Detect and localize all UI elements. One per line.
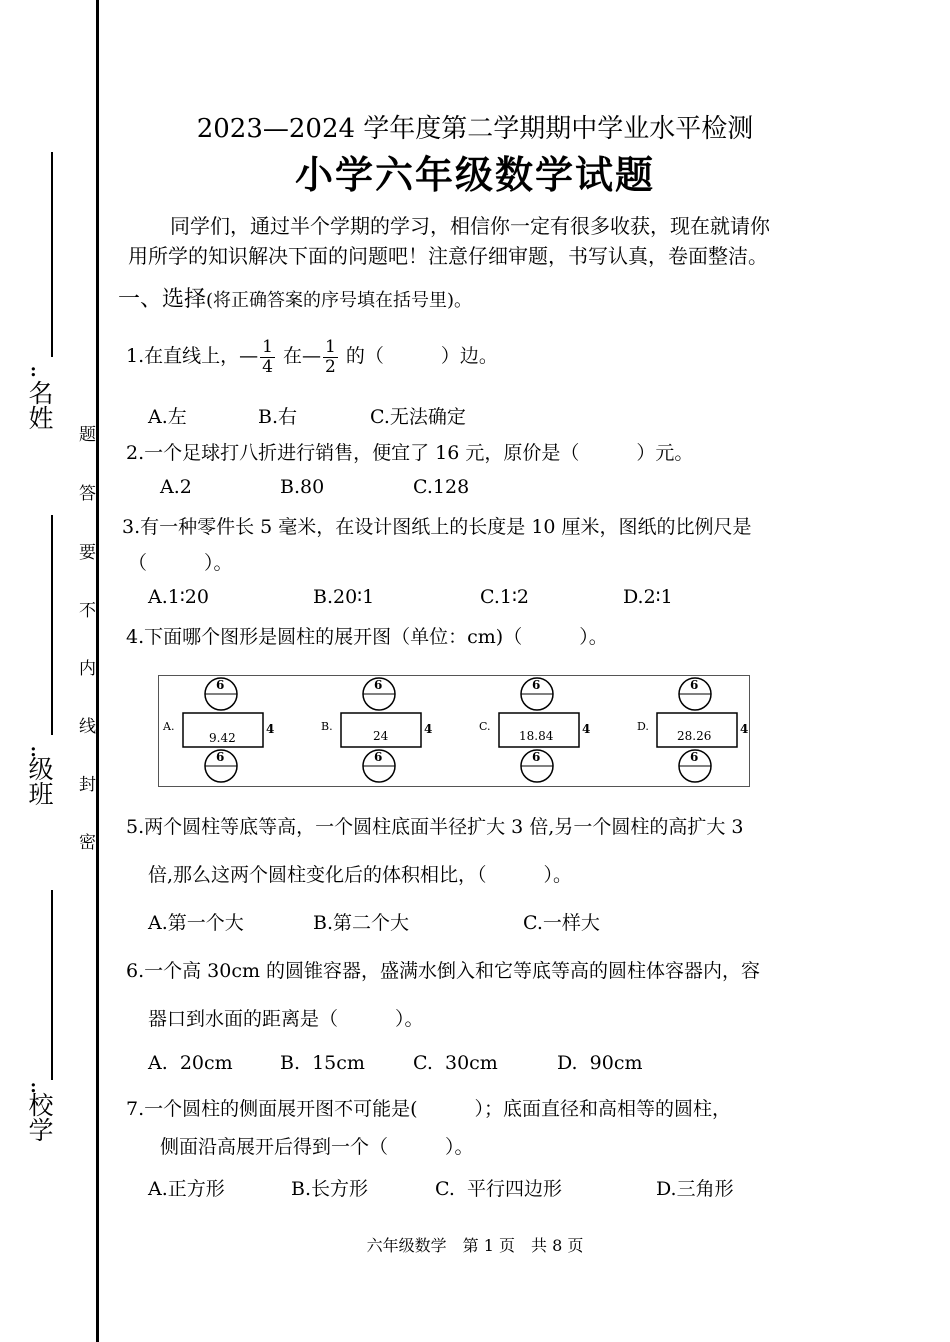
seal-char: 线 (79, 717, 96, 737)
q4-figure-a (161, 676, 301, 786)
q4-figure-b-drawing (319, 676, 459, 786)
q3-option-a: A.1∶20 (148, 586, 209, 608)
q4-figure-c-rect-label: 18.84 (519, 729, 554, 743)
q4-figure-d-bottom-circle-label: 6 (690, 750, 699, 764)
q3-option-c: C.1∶2 (480, 586, 530, 608)
q1-fraction-1 (260, 338, 275, 377)
binding-line-school (51, 890, 53, 1080)
q4-figure-a-letter: A. (163, 720, 175, 733)
q2-option-c: C.128 (413, 476, 470, 498)
q1-fraction-2-numerator: 1 (325, 336, 336, 357)
q5-option-b: B.第二个大 (313, 912, 410, 934)
q6-option-a: A. 20cm (148, 1052, 233, 1074)
q7-option-a: A.正方形 (148, 1178, 225, 1200)
question-6-line-1: 6.一个高 30cm 的圆锥容器，盛满水倒入和它等底等高的圆柱体容器内，容 (126, 960, 761, 982)
question-3-line-2: （ ）。 (128, 552, 233, 574)
q1-fraction-1-denominator: 4 (262, 356, 273, 377)
page-footer: 六年级数学 第 1 页 共 8 页 (366, 1236, 584, 1255)
q3-option-d: D.2∶1 (623, 586, 673, 608)
q4-figure-c-side-label: 4 (582, 722, 591, 736)
binding-line-main (96, 0, 99, 1342)
section-1-title: 一、选择 (118, 287, 207, 312)
q1-suffix: 的（ ）边。 (339, 345, 498, 367)
q7-option-b: B.长方形 (291, 1178, 369, 1200)
q4-figure-d-letter: D. (637, 720, 649, 733)
name-label: 名姓 (25, 380, 54, 430)
q4-figure-c-top-circle-label: 6 (532, 678, 541, 692)
q1-middle: 在— (276, 345, 322, 367)
q4-figure-a-side-label: 4 (266, 722, 275, 736)
q3-option-b: B.20∶1 (313, 586, 375, 608)
q4-figure-a-bottom-circle-label: 6 (216, 750, 225, 764)
q4-figure-d-top-circle-label: 6 (690, 678, 699, 692)
seal-char: 题 (79, 425, 96, 445)
q7-option-c: C. 平行四边形 (435, 1178, 562, 1200)
intro-line-2: 用所学的知识解决下面的问题吧！注意仔细审题，书写认真，卷面整洁。 (128, 244, 768, 268)
q1-minus-sign: — (239, 345, 259, 367)
name-colon: : (30, 360, 37, 381)
q4-figure-a-top-circle-label: 6 (216, 678, 225, 692)
q4-figure-d-side-label: 4 (740, 722, 749, 736)
q4-figure-b-bottom-circle-label: 6 (374, 750, 383, 764)
q2-option-b: B.80 (280, 476, 325, 498)
q1-option-a: A.左 (148, 406, 187, 428)
question-5-line-1: 5.两个圆柱等底等高，一个圆柱底面半径扩大 3 倍,另一个圆柱的高扩大 3 (126, 816, 744, 838)
q1-option-b: B.右 (258, 406, 298, 428)
seal-char: 密 (79, 833, 96, 853)
q4-figure-c-bottom-circle-label: 6 (532, 750, 541, 764)
seal-char: 封 (79, 775, 96, 795)
question-4: 4.下面哪个图形是圆柱的展开图（单位：cm)（ ）。 (126, 626, 608, 648)
q6-option-b: B. 15cm (280, 1052, 365, 1074)
q5-option-c: C.一样大 (523, 912, 600, 934)
q4-figure-b-side-label: 4 (424, 722, 433, 736)
seal-char: 内 (79, 659, 96, 679)
exam-title: 小学六年级数学试题 (294, 152, 655, 197)
q1-fraction-2-denominator: 2 (325, 356, 336, 377)
question-2: 2.一个足球打八折进行销售，便宜了 16 元，原价是（ ）元。 (126, 442, 694, 464)
q4-figure-d (635, 676, 775, 786)
question-5-line-2: 倍,那么这两个圆柱变化后的体积相比，（ ）。 (148, 864, 573, 886)
exam-subtitle: 2023—2024 学年度第二学期期中学业水平检测 (196, 114, 754, 144)
q4-figure-a-rect-label: 9.42 (209, 731, 236, 745)
q7-option-d: D.三角形 (656, 1178, 734, 1200)
q1-option-c: C.无法确定 (370, 406, 466, 428)
q6-option-c: C. 30cm (413, 1052, 498, 1074)
section-1-note: (将正确答案的序号填在括号里)。 (206, 290, 473, 311)
q4-figure-b-letter: B. (321, 720, 333, 733)
q4-figure-b-top-circle-label: 6 (374, 678, 383, 692)
q1-prefix: 1.在直线上， (126, 345, 240, 367)
seal-char: 要 (79, 543, 96, 563)
q4-figure-c-letter: C. (479, 720, 491, 733)
q4-figure-d-rect-label: 28.26 (677, 729, 712, 743)
class-colon: : (30, 740, 37, 761)
q4-figure-c (477, 676, 617, 786)
q1-fraction-1-numerator: 1 (262, 336, 273, 357)
question-3-line-1: 3.有一种零件长 5 毫米，在设计图纸上的长度是 10 厘米，图纸的比例尺是 (122, 516, 752, 538)
question-7-line-2: 侧面沿高展开后得到一个（ ）。 (160, 1136, 474, 1158)
school-colon: : (30, 1076, 37, 1097)
q4-figure-panel (158, 675, 750, 787)
q4-figure-b-rect-label: 24 (373, 729, 389, 743)
q6-option-d: D. 90cm (557, 1052, 643, 1074)
seal-char: 不 (79, 601, 96, 621)
question-6-line-2: 器口到水面的距离是（ ）。 (148, 1008, 424, 1030)
q5-option-a: A.第一个大 (148, 912, 244, 934)
binding-line-class (51, 515, 53, 735)
intro-line-1: 同学们，通过半个学期的学习，相信你一定有很多收获，现在就请你 (170, 214, 770, 238)
section-1-heading (118, 282, 472, 313)
q4-figure-b (319, 676, 459, 786)
question-1 (126, 333, 498, 379)
q2-option-a: A.2 (160, 476, 192, 498)
q1-fraction-2 (323, 338, 338, 377)
class-label: 级班 (25, 756, 54, 806)
seal-char: 答 (79, 484, 96, 504)
question-7-line-1: 7.一个圆柱的侧面展开图不可能是( ）；底面直径和高相等的圆柱， (126, 1098, 732, 1120)
school-label: 校学 (25, 1092, 54, 1142)
